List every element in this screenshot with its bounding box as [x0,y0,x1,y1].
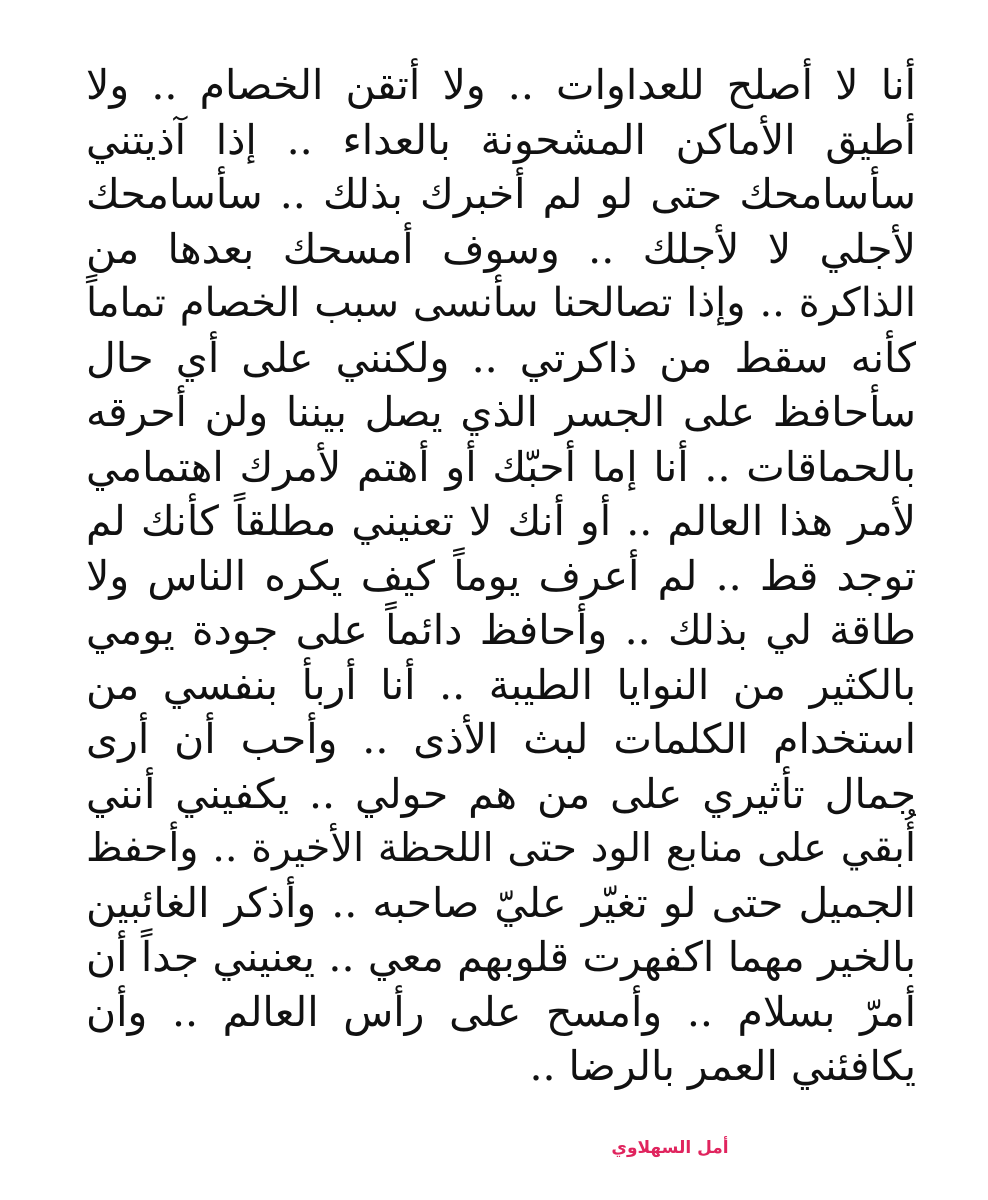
poem-line: يكافئني العمر بالرضا .. [529,1042,916,1090]
poem-line: أمرّ بسلام .. وأمسح على رأس العالم .. وأن [86,987,916,1036]
poem-line: سأحافظ على الجسر الذي يصل بيننا ولن أحرقه [86,388,916,436]
poem-line: جمال تأثيري على من هم حولي .. يكفيني أنني [86,769,916,818]
poem-line: استخدام الكلمات لبث الأذى .. وأحب أن أرى [86,715,916,763]
poem-line: كأنه سقط من ذاكرتي .. ولكنني على أي حال [86,333,916,382]
poem-line: لأجلي لا لأجلك .. وسوف أمسحك بعدها من [86,224,916,273]
poem-line: بالكثير من النوايا الطيبة .. أنا أربأ بنفسي من [86,660,916,709]
poem-line: أطيق الأماكن المشحونة بالعداء .. إذا آذيتني [86,115,916,164]
poem-line: سأسامحك حتى لو لم أخبرك بذلك .. سأسامحك [86,170,916,218]
poem-text-block [86,58,916,1094]
poem-line: الجميل حتى لو تغيّر عليّ صاحبه .. وأذكر الغائبين [86,878,916,927]
poem-line: أنا لا أصلح للعداوات .. ولا أتقن الخصام .. ولا [86,61,916,109]
poem-line: لأمر هذا العالم .. أو أنك لا تعنيني مطلقاً كأنك لم [86,497,916,545]
poem-line: بالخير مهما اكفهرت قلوبهم معي .. يعنيني جداً أن [86,933,916,981]
poem-line: الذاكرة .. وإذا تصالحنا سأنسى سبب الخصام تماماً [86,280,916,326]
author-signature: أمل السهلاوي [611,1138,729,1158]
poem-line: أُبقي على منابع الود حتى اللحظة الأخيرة .. وأحفظ [86,825,916,871]
poem-line: توجد قط .. لم أعرف يوماً كيف يكره الناس ولا [86,551,916,600]
poem-line: طاقة لي بذلك .. وأحافظ دائماً على جودة يومي [86,606,916,654]
poem-line: بالحماقات .. أنا إما أحبّك أو أهتم لأمرك اهتمامي [86,442,916,491]
